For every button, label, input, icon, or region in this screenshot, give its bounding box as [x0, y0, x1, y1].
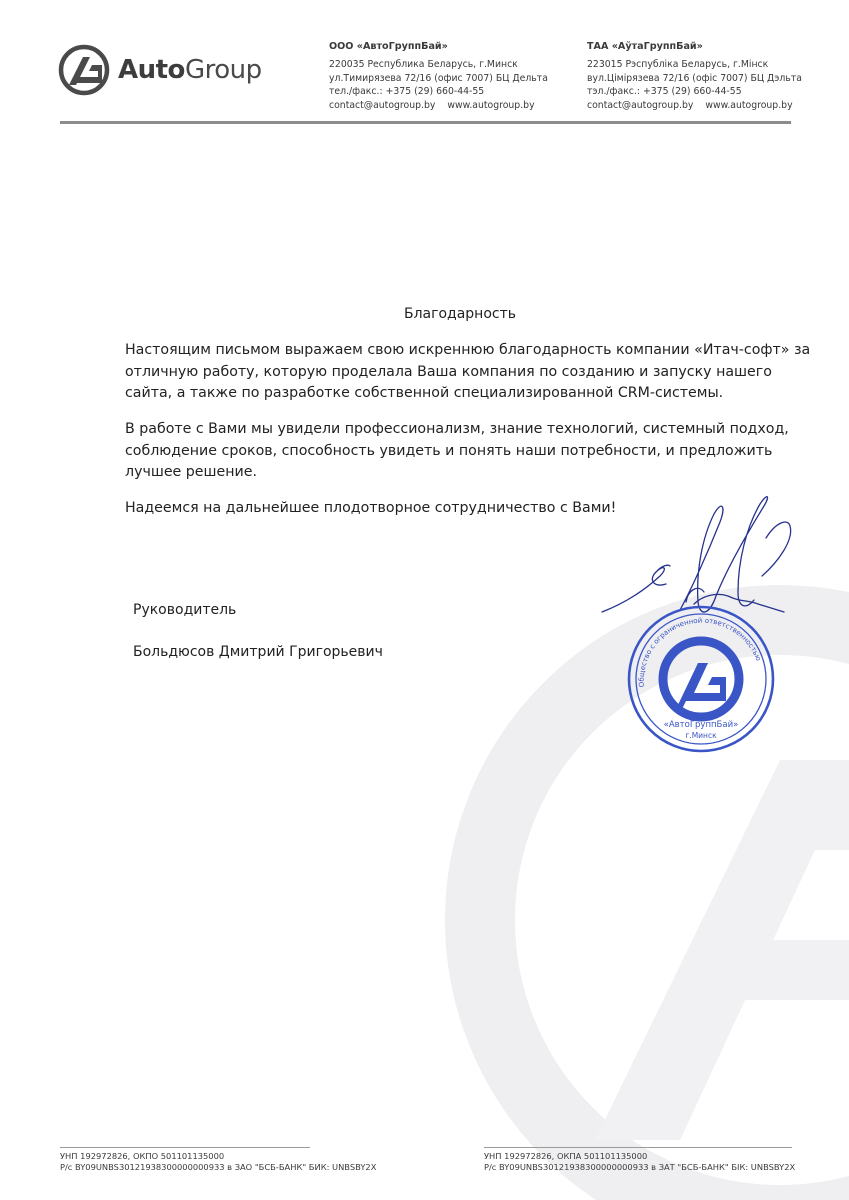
signer-position: Руководитель: [133, 602, 237, 618]
footer-bank-ru: [60, 1151, 376, 1173]
footer-by-line-1: УНП 192972826, ОКПА 501101135000: [484, 1151, 648, 1161]
address-line-2-ru: ул.Тимирязева 72/16 (офис 7007) БЦ Дельта: [329, 72, 548, 84]
header-address-ru: [329, 40, 548, 112]
footer-divider-right: [484, 1147, 792, 1148]
logo-wordmark-light: Group: [184, 55, 262, 85]
company-name-ru: ООО «АвтоГруппБай»: [329, 41, 448, 52]
paragraph-2: [125, 419, 789, 484]
company-stamp-icon: [624, 605, 779, 753]
footer-ru-line-2: Р/с BY09UNBS30121938300000000933 в ЗАО "БСБ-БАНК" БИК: UNBSBY2X: [60, 1162, 377, 1173]
header-address-by: [587, 40, 802, 112]
footer-bank-by: [484, 1151, 795, 1173]
paragraph-1-line: сайта, а также по разработке собственной специализированной CRM-системы.: [125, 385, 724, 401]
email-link-by[interactable]: contact@autogroup.by: [587, 99, 694, 111]
phone-by: тэл./факс.: +375 (29) 660-44-55: [587, 86, 742, 98]
autogroup-logo-icon: [58, 44, 110, 96]
letter-title: Благодарность: [403, 306, 517, 322]
website-link-by[interactable]: www.autogroup.by: [705, 99, 793, 111]
footer-by-line-2: Р/с BY09UNBS30121938300000000933 в ЗАТ "БСБ-БАНК" БІК: UNBSBY2X: [484, 1162, 796, 1173]
website-link-ru[interactable]: www.autogroup.by: [447, 99, 535, 111]
header-divider: [60, 121, 791, 124]
paragraph-2-line: соблюдение сроков, способность увидеть и понять наши потребности, и предложить: [125, 442, 773, 459]
paragraph-3-line: Надеемся на дальнейшее плодотворное сотрудничество с Вами!: [125, 500, 617, 516]
footer-ru-line-1: УНП 192972826, ОКПО 501101135000: [60, 1151, 225, 1161]
stamp-city-text: г.Минск: [685, 731, 717, 740]
paragraph-2-line: В работе с Вами мы увидели профессионализм, знание технологий, системный подход,: [125, 421, 789, 437]
phone-ru: тел./факс.: +375 (29) 660-44-55: [329, 86, 485, 98]
paragraph-1: [125, 340, 811, 405]
company-name-by: ТАА «АўтаГруппБай»: [587, 41, 703, 52]
stamp-company-text: «АвтоГруппБай»: [663, 720, 739, 730]
stamp-outer-text: Общество с ограниченной ответственностью: [637, 616, 763, 688]
paragraph-2-line: лучшее решение.: [125, 464, 257, 480]
email-link-ru[interactable]: contact@autogroup.by: [329, 99, 436, 111]
paragraph-1-line: отличную работу, которую проделала Ваша компания по созданию и запуску нашего: [125, 363, 772, 380]
footer-divider-left: [60, 1147, 310, 1148]
logo-wordmark-bold: Auto: [118, 55, 185, 85]
paragraph-1-line: Настоящим письмом выражаем свою искреннюю благодарность компании «Итач-софт» за: [125, 342, 811, 358]
logo-wordmark: [118, 55, 262, 85]
company-logo: [58, 44, 262, 96]
address-line-1-by: 223015 Рэспубліка Беларусь, г.Мінск: [587, 59, 769, 71]
contacts-ru: [329, 99, 548, 112]
contacts-by: [587, 99, 802, 112]
address-line-2-by: вул.Цімірязева 72/16 (офіс 7007) БЦ Дэльта: [587, 72, 802, 84]
signer-name: Больдюсов Дмитрий Григорьевич: [133, 644, 383, 660]
address-line-1-ru: 220035 Республика Беларусь, г.Минск: [329, 59, 518, 71]
